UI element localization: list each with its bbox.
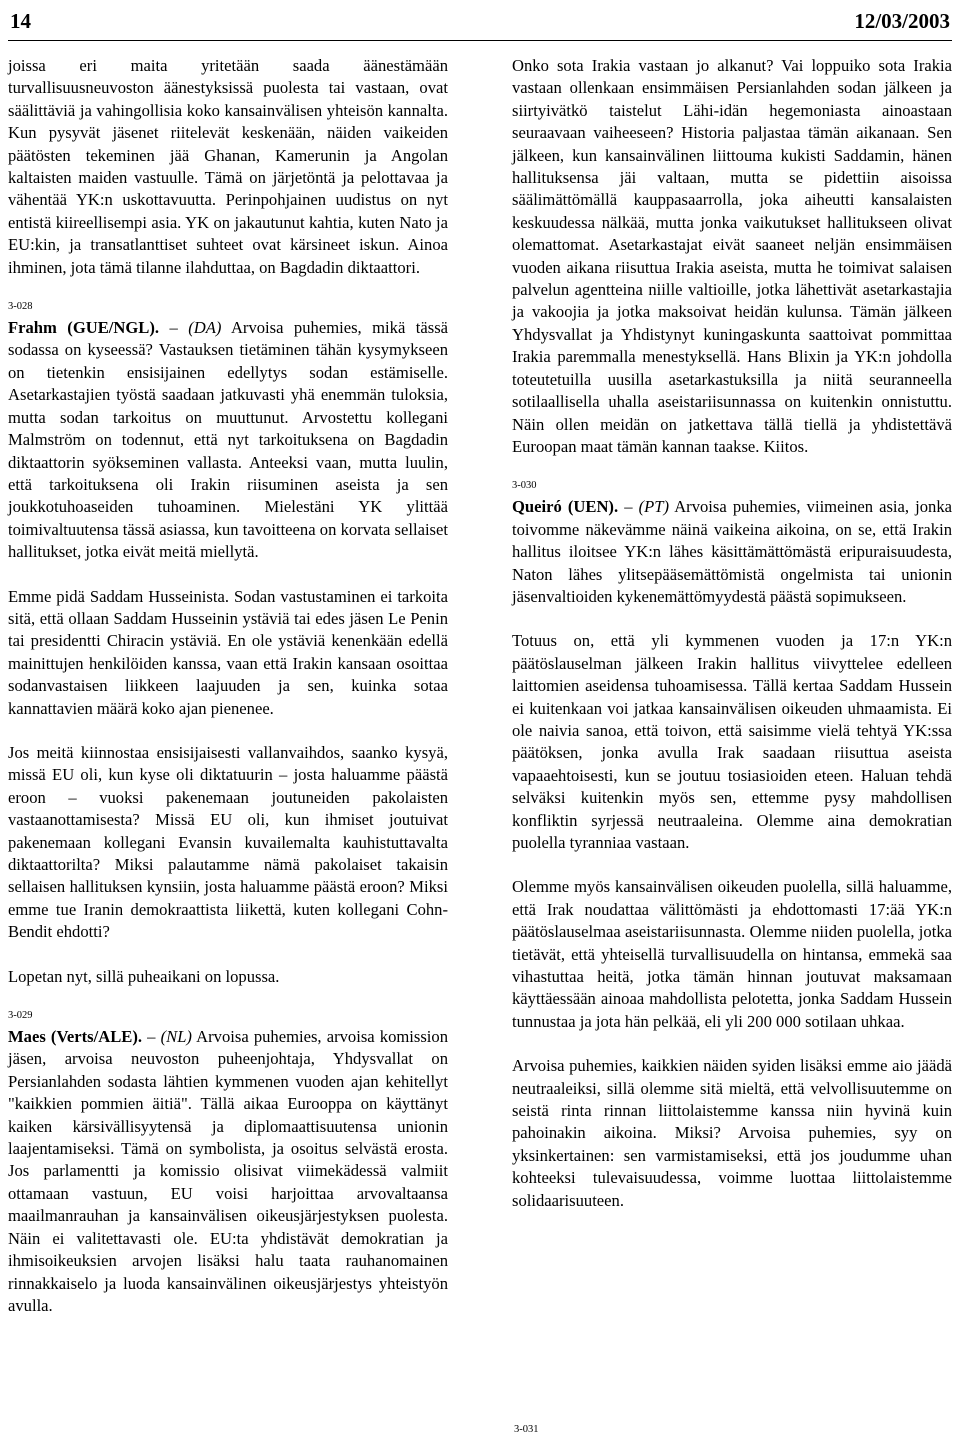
speech-text: Arvoisa puhemies, mikä tässä sodassa on kyseessä? Vastauksen tietäminen tähän kysymykseen on tietenkin ensisijainen edellytys sodan estämiselle. Asetarkastajien työstä saadaan jatkuvasti yhä enemmän tuloksia, mutta sodan tarkoitus on muuttunut. Arvostettu kollegani Malmström on todennut, että nyt tarkoituksena on Bagdadin diktaattorin syökseminen vallasta. Anteeksi vaan, mutta luulin, että tarkoituksena oli Irakin riisuminen aseista ja sen joukkotuhoaseiden tuhoaminen. Mielestäni YK ylittää toimivaltuutensa tässä asiassa, kun tavoitteena on korvata sellaiset hallitukset, jotka eivät meitä miellytä. bbox=[8, 318, 449, 562]
speech-paragraph: Queiró (UEN). – (PT) Arvoisa puhemies, viimeinen asia, jonka toivomme näkevämme näinä vaikeina aikoina, on se, että Irakin hallitus iloitsee YK:n lähes käsittämättömästä eripuraisuudesta, Naton lähes ylitsepääsemättömistä ongelmista tai unionin jäsenvaltioiden kykenemättömyydestä päästä sopimukseen. bbox=[512, 497, 953, 606]
paragraph: Olemme myös kansainvälisen oikeuden puolella, sillä haluamme, että Irak noudattaa välittömästi ja ehdottomasti 17:ää YK:n päätöslauselmaa aseistariisunnasta. Olemme niiden puolella, jotka tietävät, että yhteisellä turvallisuudella on hintansa, emmekä saa vihastuttaa heitä, jotka tämän hinnan joutuvat maksamaan käyttäessään ainoaa mahdollista pelotetta, jonka Saddam Hussein tunnustaa ja jota hän pelkää, eli yli 200 000 sotilaan uhkaa. bbox=[512, 877, 952, 1031]
page-header bbox=[8, 0, 952, 41]
text-columns bbox=[8, 55, 952, 1317]
paragraph: Totuus on, että yli kymmenen vuoden ja 17:n YK:n päätöslauselman jälkeen Irakin hallitus viivyttelee edelleen laittomien aseidensa tuhoamisessa. Tällä kertaa Saddam Hussein ei kuitenkaan voi jatkaa kansainvälisen oikeuden uhmaamista. Ei ole naivia sanoa, että toivon, että saisimme vielä tehtyä YK:ssa päätöksen, jonka avulla Irak saadaan riisuttua aseista vapaaehtoisesti, kun se joutuu tosiasioiden eteen. Haluan tehdä selväksi kuitenkin myös sen, ettemme pysy mahdollisen konfliktin syrjessä neutraaleina. Olemme aina demokratian puolella tyranniaa vastaan. bbox=[512, 631, 952, 852]
speech-paragraph: Frahm (GUE/NGL). – (DA) Arvoisa puhemies, mikä tässä sodassa on kyseessä? Vastauksen tietäminen tähän kysymykseen on tietenkin ensisijainen edellytys sodan estämiselle. Asetarkastajien työstä saadaan jatkuvasti yhä enemmän tuloksia, mutta sodan tarkoitus on muuttunut. Arvostettu kollegani Malmström on todennut, että nyt tarkoituksena on Bagdadin diktaattorin syökseminen vallasta. Anteeksi vaan, mutta luulin, että tarkoituksena oli Irakin riisuminen aseista ja sen joukkotuhoaseiden tuhoaminen. Mielestäni YK ylittää toimivaltuutensa tässä asiassa, kun tavoitteena on korvata sellaiset hallitukset, jotka eivät meitä miellytä. bbox=[8, 318, 449, 562]
speech-paragraph: Maes (Verts/ALE). – (NL) Arvoisa puhemies, arvoisa komission jäsen, arvoisa neuvoston puheenjohtaja, Yhdysvallat on Persianlahden sodasta lähtien kymmenen vuoden ajan kehitellyt "kaikkien pommien äitiä". Tällä aikaa Eurooppa on käyttänyt kaiken kärsivällisyytensä ja diplomaattisuutensa unionin laajentamiseksi. Tämä on symbolista, ja osoitus selvästä erosta. Jos parlamentti ja komissio olisivat viimekädessä valmiit ottamaan vastuun, EU voisi harjoittaa arvovaltaansa maailmanrauhan ja kansainvälisen oikeusjärjestyksen puolesta. Näin ei valitettavasti ole. EU:ta yhdistävät demokratian ja ihmisoikeuksien arvojen lisäksi halu taata rauhanomainen rinnakkaiselo ja luoda kansainvälinen oikeusjärjestys yhteistyön avulla. bbox=[8, 1027, 448, 1315]
speaker-name: Frahm (GUE/NGL). bbox=[8, 318, 160, 338]
language-code: (NL) bbox=[160, 1027, 192, 1047]
paragraph: Onko sota Irakia vastaan jo alkanut? Vai loppuiko sota Irakia vastaan ollenkaan ensimmäisen Persianlahden sodan jälkeen ja siirtyivätkö taistelut Lähi-idän hegemoniasta ainoastaan seuraavaan vaiheeseen? Historia paljastaa tämän aikanaan. Sen jälkeen, kun kansainvälinen liittouma kukisti Saddamin, hänen hallituksensa jäi valtaan, mutta se pidettiin aisoissa säälimättömällä kauppasaarrolla, joka aiheutti kansalaisten keskuudessa nälkää, mutta jonka vaikutukset hallitukseen olivat olemattomat. Asetarkastajat eivät saaneet neljän ensimmäisen vuoden aikana riisuttua Irakia aseista, mutta he toimivat salaisen palvelun agentteina niille valtioille, jotka lähettivät asetarkastajia ja vakoojia ja jotka maksoivat heidän kulunsa. Tämän jälkeen Yhdysvallat ja Yhdistynyt kuningaskunta saattoivat pommittaa Irakia paremmalla menestyksellä. Hans Blixin ja YK:n johdolla toteutetuilla uusilla asetarkastuksilla ja niitä seuranneella sotilaallisella uhalla aseistariisunnassa on kuitenkin onnistuttu. Näin ollen meidän on jatkettava tällä tiellä ja yhdistettävä Euroopan maat tämän kannan taakse. Kiitos. bbox=[512, 56, 952, 456]
document-date: 12/03/2003 bbox=[854, 9, 950, 33]
right-column bbox=[512, 55, 952, 1317]
reference-number: 3-028 bbox=[8, 301, 33, 313]
reference-number: 3-029 bbox=[8, 1010, 33, 1022]
paragraph: Arvoisa puhemies, kaikkien näiden syiden lisäksi emme aio jäädä neutraaleiksi, sillä olemme sitä mieltä, että velvollisuutemme on seistä rinta rinnan liittolaistemme kanssa niin hyvinä kuin pahoinakin aikoina. Miksi? Arvoisa puhemies, syy on yksinkertainen: sen varmistamiseksi, että jos joudumme uhan kohteeksi tulevaisuudessa, voimme luottaa liittolaistemme solidaarisuuteen. bbox=[512, 1056, 952, 1210]
speech-text: Arvoisa puhemies, arvoisa komission jäsen, arvoisa neuvoston puheenjohtaja, Yhdysvallat on Persianlahden sodasta lähtien kymmenen vuoden ajan kehitellyt "kaikkien pommien äitiä". Tällä aikaa Eurooppa on käyttänyt kaiken kärsivällisyytensä ja diplomaattisuutensa unionin laajentamiseksi. Tämä on symbolista, ja osoitus selvästä erosta. Jos parlamentti ja komissio olisivat viimekädessä valmiit ottamaan vastuun, EU voisi harjoittaa arvovaltaansa maailmanrauhan ja kansainvälisen oikeusjärjestyksen puolesta. Näin ei valitettavasti ole. EU:ta yhdistävät demokratian ja ihmisoikeuksien arvojen lisäksi halu taata rauhanomainen rinnakkaiselo ja luoda kansainvälinen oikeusjärjestys yhteistyön avulla. bbox=[8, 1027, 448, 1315]
speech-text: Arvoisa puhemies, viimeinen asia, jonka toivomme näkevämme näinä vaikeina aikoina, on se, että Irakin hallitus iloitsee YK:n lähes käsittämättömästä eripuraisuudesta, Naton lähes ylitsepääsemättömistä ongelmista tai unionin jäsenvaltioiden kykenemättömyydestä päästä sopimukseen. bbox=[512, 497, 953, 606]
language-code: (PT) bbox=[638, 497, 670, 517]
page-number: 14 bbox=[10, 9, 31, 33]
reference-number: 3-031 bbox=[514, 1424, 539, 1435]
language-code: (DA) bbox=[188, 318, 222, 338]
paragraph: Lopetan nyt, sillä puheaikani on lopussa. bbox=[8, 966, 280, 986]
speaker-name: Maes (Verts/ALE). bbox=[8, 1027, 143, 1047]
left-column bbox=[8, 55, 448, 1317]
speaker-name: Queiró (UEN). bbox=[512, 497, 619, 517]
paragraph: joissa eri maita yritetään saada äänestämään turvallisuusneuvoston äänestyksissä puolesta tai vastaan, ovat säälittäviä ja vahingollisia koko kansainvälisen yhteisön kannalta. Kun pysyvät jäsenet riitelevät keskenään, näiden vaikeiden päätösten tekeminen jää Ghanan, Kamerunin ja Angolan kaltaisten maiden vastuulle. Tämä on järjetöntä ja pelottavaa ja vähentää YK:n uskottavuutta. Perinpohjainen uudistus on nyt entistä kiireellisempi asia. YK on jakautunut kahtia, kuten Nato ja EU:kin, ja transatlanttiset suhteet ovat kärsineet iskun. Ainoa ihminen, jota tämä tilanne ilahduttaa, on Bagdadin diktaattori. bbox=[8, 56, 448, 277]
reference-number: 3-030 bbox=[512, 480, 537, 492]
paragraph: Jos meitä kiinnostaa ensisijaisesti vallanvaihdos, saanko kysyä, missä EU oli, kun kyse oli diktatuurin – josta haluamme päästä eroon – vuoksi pakenemaan joutuneiden pakolaisten vastaanottamisesta? Missä EU oli, kun ihmiset joutuivat pakenemaan kollegani Evansin kuvailemalta kauhistuttavalta diktaattorilta? Miksi palautamme nämä pakolaiset takaisin sellaisen hallituksen kynsiin, josta haluamme päästä eroon? Miksi emme tue Iranin demokraattista liikettä, kuten kollegani Cohn-Bendit ehdotti? bbox=[8, 742, 448, 942]
paragraph: Emme pidä Saddam Husseinista. Sodan vastustaminen ei tarkoita sitä, että ollaan Saddam Husseinin ystäviä tai edes jäsen Le Penin tai presidentti Chiracin ystäviä. En ole ystäviä kenenkään edellä mainittujen henkilöiden kanssa, vaan että Irakin kansaan osoittaa sodanvastaisen liikkeen laajuuden ja sen, kuinka sotaa kannattavien määrä koko ajan pienenee. bbox=[8, 586, 448, 718]
